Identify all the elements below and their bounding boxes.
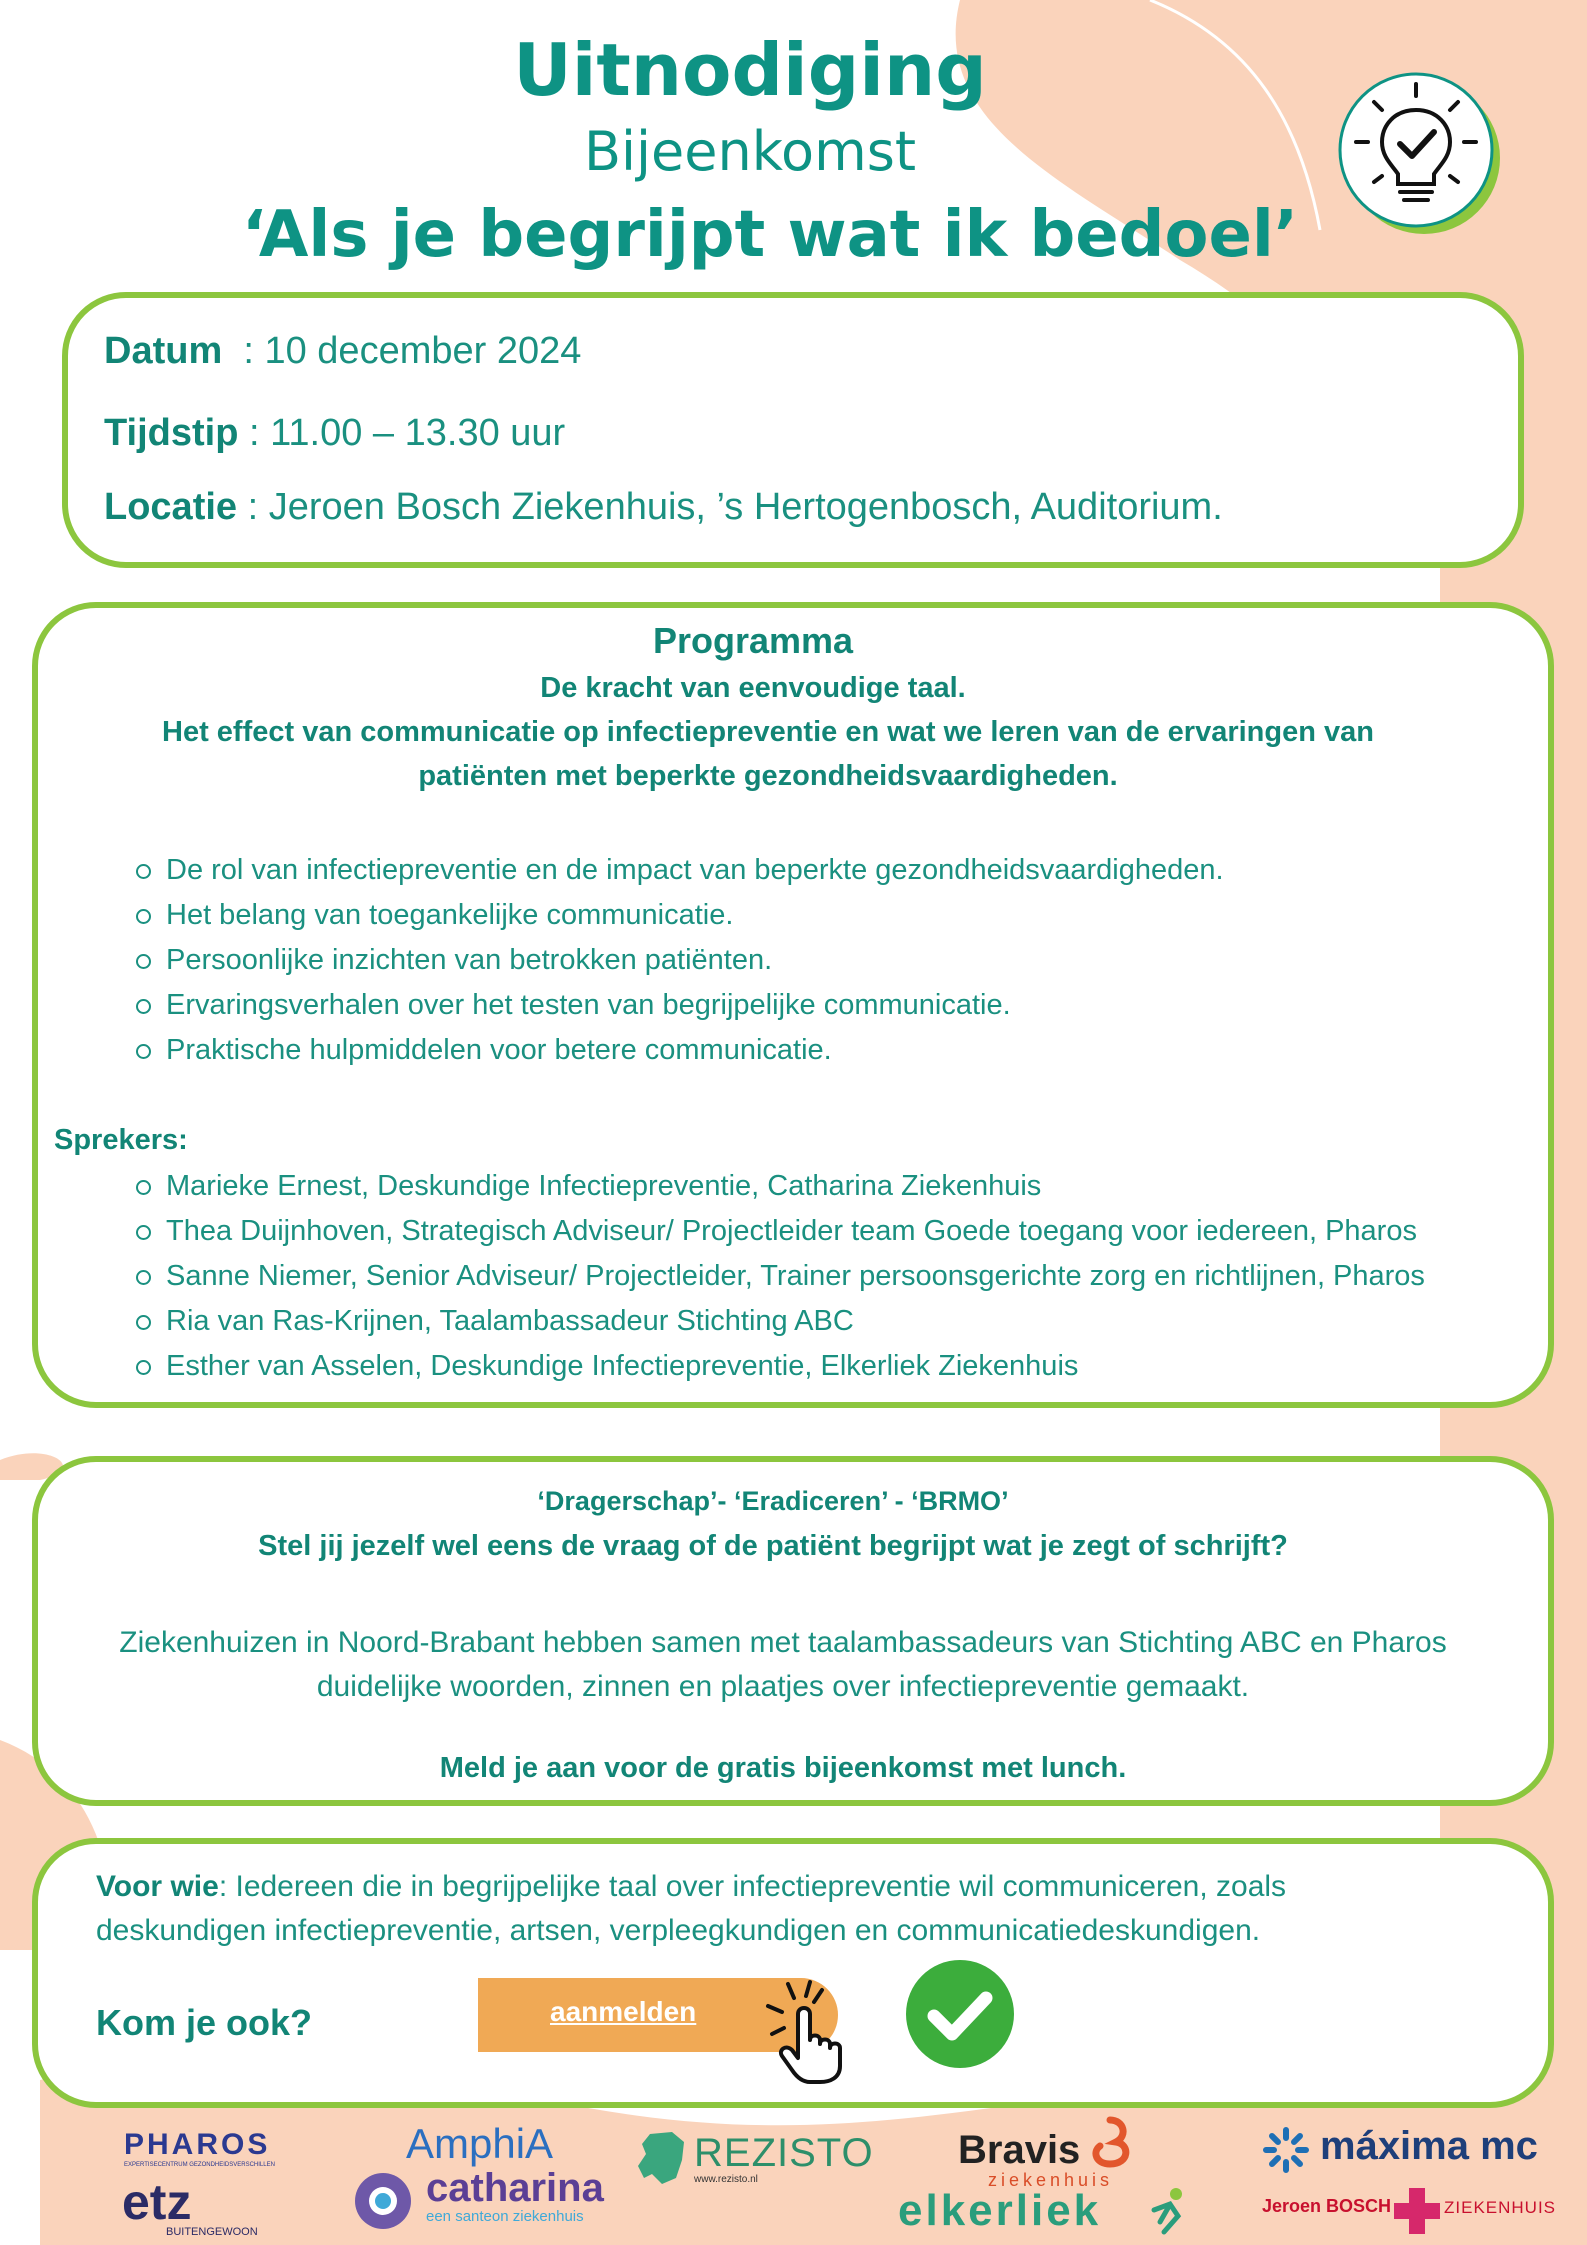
speaker-list-item: Thea Duijnhoven, Strategisch Adviseur/ Projectleider team Goede toegang voor iedereen, Pharos — [136, 1209, 1425, 1254]
check-circle-icon — [904, 1958, 1016, 2070]
programma-list-item: Praktische hulpmiddelen voor betere communicatie. — [136, 1028, 1224, 1073]
programma-intro-line1: Het effect van communicatie op infectiepreventie en wat we leren van de ervaringen van — [162, 716, 1374, 748]
date-value: : 10 december 2024 — [243, 330, 582, 372]
meeting-subtitle: Bijeenkomst — [583, 120, 916, 183]
catharina-circle-icon — [352, 2170, 414, 2232]
audience-box — [32, 1838, 1554, 2108]
speakers-label: Sprekers: — [54, 1124, 188, 1156]
audience-text-line1 — [96, 1864, 1286, 1909]
elkerliek-figure-icon — [1148, 2186, 1188, 2236]
event-details-box — [62, 292, 1524, 568]
pharos-logo: PHAROS EXPERTISECENTRUM GEZONDHEIDSVERSCHILLEN — [124, 2128, 275, 2168]
catharina-logo: catharina een santeon ziekenhuis — [426, 2166, 604, 2225]
jbz-cross-icon — [1392, 2186, 1442, 2236]
elkerliek-logo: elkerliek — [898, 2186, 1102, 2235]
programma-intro-line2: patiënten met beperkte gezondheidsvaardigheden. — [418, 760, 1118, 792]
rezisto-logo: REZISTO www.rezisto.nl — [694, 2131, 874, 2185]
time-value: : 11.00 – 13.30 uur — [248, 412, 566, 454]
programma-list-item: Ervaringsverhalen over het testen van begrijpelijke communicatie. — [136, 983, 1224, 1028]
attend-question: Kom je ook? — [96, 2002, 313, 2043]
date-row — [104, 330, 581, 373]
programma-subheading: De kracht van eenvoudige taal. — [540, 672, 966, 704]
event-name: ‘Als je begrijpt wat ik bedoel’ — [241, 198, 1299, 272]
speakers-list — [136, 1164, 1425, 1389]
speaker-list-item: Marieke Ernest, Deskundige Infectiepreventie, Catharina Ziekenhuis — [136, 1164, 1425, 1209]
programma-heading: Programma — [652, 620, 854, 661]
time-label: Tijdstip — [104, 412, 239, 454]
audience-label: Voor wie — [96, 1870, 219, 1903]
location-value: : Jeroen Bosch Ziekenhuis, ’s Hertogenbosch, Auditorium. — [247, 486, 1223, 528]
programma-list-item: Persoonlijke inzichten van betrokken patiënten. — [136, 938, 1224, 983]
jbz-logo-part2: ZIEKENHUIS — [1444, 2198, 1557, 2217]
location-row — [104, 486, 1223, 529]
bravis-logo: Bravis ziekenhuis — [958, 2128, 1114, 2190]
date-label: Datum — [104, 330, 223, 372]
speaker-list-item: Sanne Niemer, Senior Adviseur/ Projectleider, Trainer persoonsgerichte zorg en richtlijnen, Pharos — [136, 1254, 1425, 1299]
bravis-swirl-icon — [1088, 2116, 1132, 2168]
speaker-list-item: Ria van Ras-Krijnen, Taalambassadeur Stichting ABC — [136, 1299, 1425, 1344]
register-button-label: aanmelden — [550, 1996, 697, 2027]
maxima-logo: máxima mc — [1320, 2124, 1538, 2168]
netherlands-map-icon — [636, 2130, 688, 2186]
info-box — [32, 1456, 1554, 1806]
time-row — [104, 412, 565, 455]
programma-list — [136, 848, 1224, 1073]
terms-heading: ‘Dragerschap’- ‘Eradiceren’ - ‘BRMO’ — [537, 1486, 1009, 1516]
programma-list-item: Het belang van toegankelijke communicatie. — [136, 893, 1224, 938]
info-cta: Meld je aan voor de gratis bijeenkomst met lunch. — [439, 1752, 1127, 1784]
etz-logo: etz BUITENGEWOON — [122, 2174, 258, 2238]
speaker-list-item: Esther van Asselen, Deskundige Infectiepreventie, Elkerliek Ziekenhuis — [136, 1344, 1425, 1389]
location-label: Locatie — [104, 486, 238, 528]
audience-text: : Iedereen die in begrijpelijke taal over infectiepreventie wil communiceren, zoals — [218, 1870, 1287, 1903]
question-heading: Stel jij jezelf wel eens de vraag of de patiënt begrijpt wat je zegt of schrijft? — [258, 1530, 1288, 1562]
info-body-line1: Ziekenhuizen in Noord-Brabant hebben samen met taalambassadeurs van Stichting ABC en Pharos — [119, 1626, 1447, 1659]
programma-box — [32, 602, 1554, 1408]
invitation-title: Uitnodiging — [513, 28, 987, 112]
lightbulb-check-icon — [1316, 62, 1526, 242]
audience-text-line2: deskundigen infectiepreventie, artsen, verpleegkundigen en communicatiedeskundigen. — [96, 1914, 1261, 1947]
jbz-logo-part1: Jeroen BOSCH — [1262, 2196, 1392, 2216]
amphia-logo: AmphiA — [406, 2120, 554, 2167]
pointer-hand-icon — [758, 1974, 858, 2084]
maxima-ring-icon — [1262, 2126, 1310, 2174]
programma-list-item: De rol van infectiepreventie en de impact van beperkte gezondheidsvaardigheden. — [136, 848, 1224, 893]
info-body-line2: duidelijke woorden, zinnen en plaatjes over infectiepreventie gemaakt. — [316, 1670, 1250, 1703]
